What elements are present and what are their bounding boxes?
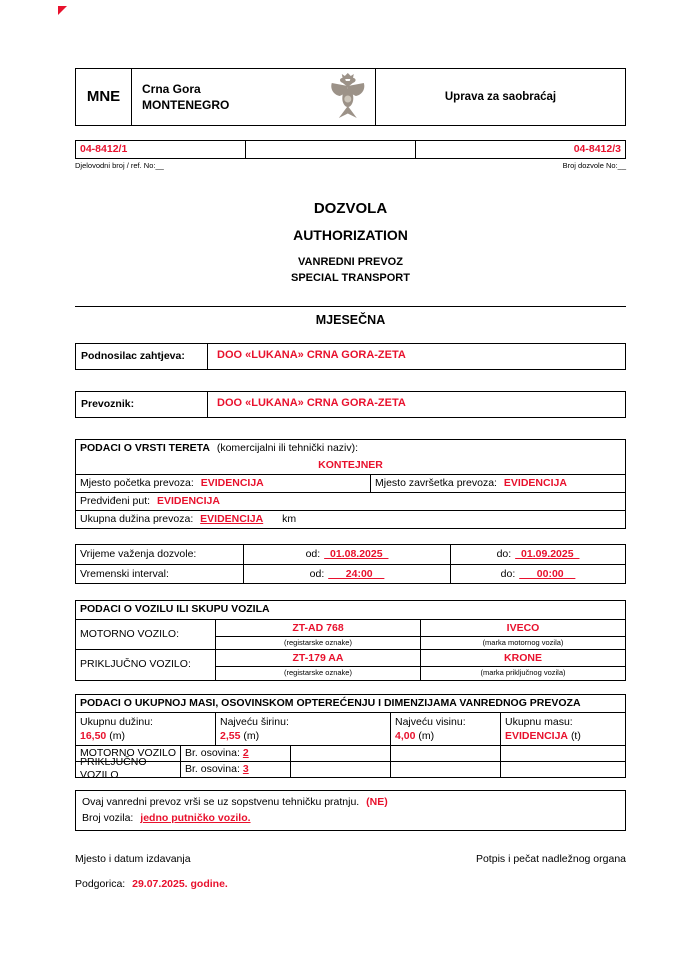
total-mass-cell [501, 713, 625, 745]
cargo-section-header [76, 440, 625, 457]
motor-axles-cell [181, 746, 291, 761]
total-length-cell [76, 713, 216, 745]
motor-vehicle-row [76, 619, 625, 650]
interval-from-label: od: [309, 567, 325, 580]
trailer-axles-value: 3 [242, 762, 249, 775]
plate-caption: (registarske oznake) [284, 637, 352, 647]
valid-from-value: _01.08.2025_ [324, 548, 389, 561]
permit-period: MJESEČNA [315, 313, 386, 328]
width-unit: (m) [243, 729, 260, 742]
trailer-vehicle-plate: ZT-179 AA [292, 652, 344, 664]
validity-period-row [76, 545, 625, 564]
issue-place: Podgorica: [75, 877, 126, 890]
empty-cell [391, 762, 501, 777]
height-unit: (m) [418, 729, 435, 742]
length-value: 16,50 [80, 729, 107, 742]
mass-label: Ukupnu masu: [505, 715, 573, 728]
coat-of-arms-icon [327, 71, 367, 125]
interval-label: Vremenski interval: [76, 565, 244, 583]
country-name-en: MONTENEGRO [142, 98, 230, 112]
height-label: Najveću visinu: [395, 715, 466, 728]
motor-vehicle-plate: ZT-AD 768 [292, 621, 344, 634]
applicant-value: DOO «LUKANA» CRNA GORA-ZETA [217, 349, 406, 362]
dimensions-section-title: PODACI O UKUPNOJ MASI, OSOVINSKOM OPTEREĆENJU I DIMENZIJAMA VANREDNOG PREVOZA [80, 696, 581, 709]
vehicles-section-title: PODACI O VOZILU ILI SKUPU VOZILA [80, 603, 270, 616]
footer-labels [75, 853, 626, 866]
width-label: Najveću širinu: [220, 715, 289, 728]
ref-number: 04-8412/1 [80, 143, 128, 155]
coat-of-arms [327, 71, 367, 129]
escort-vehicles-line [82, 810, 619, 826]
ref-number-caption: Djelovodni broj / ref. No:__ [75, 161, 164, 170]
mass-value: EVIDENCIJA [505, 729, 569, 742]
axles-label: Br. osovina: [185, 762, 240, 775]
cargo-section [75, 439, 626, 530]
mass-unit: (t) [570, 729, 581, 742]
cargo-start-label: Mjesto početka prevoza: [80, 477, 194, 489]
validity-section [75, 544, 626, 584]
title-dozvola: DOZVOLA [313, 200, 388, 218]
width-value: 2,55 [220, 729, 241, 742]
empty-cell [501, 762, 625, 777]
max-height-cell [391, 713, 501, 745]
brand-caption: (marka motornog vozila) [482, 637, 564, 647]
cargo-distance-value: EVIDENCIJA [200, 513, 264, 526]
dimensions-values-row [76, 712, 625, 745]
red-marker-icon [58, 6, 67, 15]
trailer-vehicle-row [76, 649, 625, 680]
cargo-type-row [76, 457, 625, 474]
cargo-start-cell [76, 475, 371, 492]
issue-place-date [75, 878, 626, 891]
trailer-axles-cell [181, 762, 291, 777]
cargo-route-value: EVIDENCIJA [156, 495, 220, 508]
interval-to-cell [451, 565, 625, 583]
applicant-box [75, 343, 626, 370]
document-header [75, 68, 626, 126]
interval-to-label: do: [500, 567, 516, 580]
permit-number-caption: Broj dozvole No:__ [562, 161, 626, 170]
separator-line [75, 306, 626, 307]
valid-from-cell [244, 545, 451, 564]
valid-to-cell [451, 545, 625, 564]
cargo-start-value: EVIDENCIJA [200, 477, 264, 489]
applicant-label: Podnosilac zahtjeva: [76, 344, 208, 369]
validity-period-label: Vrijeme važenja dozvole: [76, 545, 244, 564]
plate-caption: (registarske oznake) [284, 668, 352, 678]
country-name: Crna Gora [142, 81, 201, 96]
cargo-end-value: EVIDENCIJA [503, 477, 567, 489]
ref-empty-cell [246, 141, 416, 158]
permit-number: 04-8412/3 [573, 143, 621, 155]
brand-caption: (marka priključnog vozila) [480, 668, 566, 678]
time-interval-row [76, 564, 625, 583]
title-special-transport: SPECIAL TRANSPORT [291, 272, 410, 285]
max-width-cell [216, 713, 391, 745]
escort-statement-line [82, 794, 619, 810]
document-titles [75, 200, 626, 286]
cargo-section-title: PODACI O VRSTI TERETA [80, 441, 210, 454]
cargo-places-row [76, 474, 625, 492]
motor-vehicle-brand-cell [421, 620, 625, 650]
cargo-distance-row [76, 510, 625, 528]
interval-from-value: ___24:00__ [328, 567, 385, 580]
authorization-document [75, 68, 626, 891]
cargo-route-row [76, 492, 625, 510]
title-authorization: AUTHORIZATION [293, 227, 408, 244]
interval-to-value: ___00:00__ [519, 567, 576, 580]
empty-cell [291, 762, 391, 777]
country-code: MNE [76, 69, 132, 125]
reference-table [75, 140, 626, 159]
carrier-value: DOO «LUKANA» CRNA GORA-ZETA [217, 397, 406, 410]
reference-captions [75, 161, 626, 170]
empty-cell [501, 746, 625, 761]
escort-statement-value: (NE) [366, 795, 388, 808]
cargo-end-cell [371, 475, 625, 492]
motor-axles-vehicle-label: MOTORNO VOZILO [76, 746, 181, 761]
trailer-vehicle-plate-cell [216, 650, 421, 680]
cargo-distance-unit: km [282, 513, 297, 526]
trailer-axles-row [76, 756, 625, 782]
to-label: do: [496, 548, 512, 561]
trailer-vehicle-label: PRIKLJUČNO VOZILO: [76, 650, 216, 680]
issue-place-label: Mjesto i datum izdavanja [75, 852, 191, 865]
trailer-vehicle-brand-cell [421, 650, 625, 680]
from-label: od: [305, 548, 321, 561]
cargo-end-label: Mjesto završetka prevoza: [375, 477, 497, 489]
cargo-section-subtitle: (komercijalni ili tehnički naziv): [216, 441, 359, 454]
cargo-route-label: Predviđeni put: [80, 495, 151, 508]
interval-from-cell [244, 565, 451, 583]
permit-number-cell [416, 141, 625, 158]
valid-to-value: _01.09.2025_ [515, 548, 580, 561]
height-value: 4,00 [395, 729, 416, 742]
motor-vehicle-label: MOTORNO VOZILO: [76, 620, 216, 650]
cargo-distance-label: Ukupna dužina prevoza: [80, 513, 194, 526]
axles-label: Br. osovina: [185, 746, 240, 759]
escort-statement: Ovaj vanredni prevoz vrši se uz sopstvenu tehničku pratnju. [82, 795, 360, 808]
carrier-label: Prevoznik: [76, 392, 208, 417]
length-unit: (m) [109, 729, 125, 742]
escort-vehicles-value: jedno putničko vozilo. [140, 812, 251, 825]
escort-vehicles-label: Broj vozila: [82, 812, 134, 825]
carrier-box [75, 391, 626, 418]
signature-label: Potpis i pečat nadležnog organa [475, 852, 626, 865]
dimensions-section [75, 694, 626, 782]
length-label: Ukupnu dužinu: [80, 715, 153, 728]
issue-date: 29.07.2025. godine. [132, 877, 228, 890]
empty-cell [391, 746, 501, 761]
motor-vehicle-plate-cell [216, 620, 421, 650]
ref-number-cell [76, 141, 246, 158]
motor-vehicle-brand: IVECO [506, 621, 540, 634]
trailer-vehicle-brand: KRONE [504, 652, 542, 664]
escort-section [75, 790, 626, 831]
trailer-axles-vehicle-label: PRIKLJUČNO VOZILO [76, 762, 181, 777]
vehicles-section [75, 600, 626, 680]
authority-name: Uprava za saobraćaj [444, 90, 557, 103]
empty-cell [291, 746, 391, 761]
motor-axles-value: 2 [242, 746, 249, 759]
title-vanredni-prevoz: VANREDNI PREVOZ [298, 255, 403, 268]
cargo-type-value: KONTEJNER [318, 458, 383, 471]
